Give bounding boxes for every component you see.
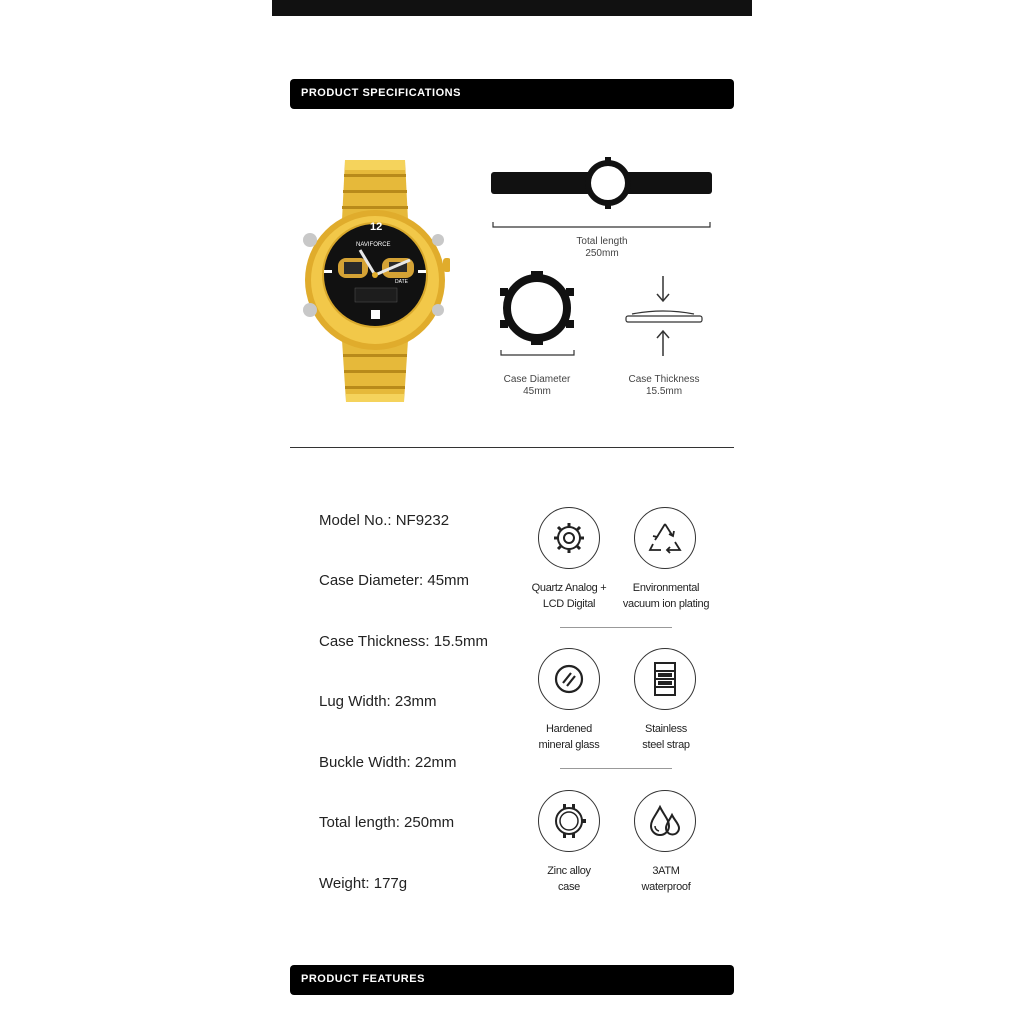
strap-length-diagram bbox=[490, 155, 715, 235]
case-diameter-label: Case Diameter 45mm bbox=[503, 374, 571, 397]
feature-label-case: Zinc alloy case bbox=[547, 865, 591, 893]
feature-label-quartz: Quartz Analog + LCD Digital bbox=[531, 582, 607, 610]
watch-image bbox=[300, 150, 450, 410]
spec-total-length: Total length: 250mm bbox=[319, 814, 455, 831]
watch-date-label: DATE bbox=[395, 279, 408, 285]
feature-label-plating: Environmental vacuum ion plating bbox=[622, 582, 710, 610]
spec-case-thickness: Case Thickness: 15.5mm bbox=[319, 633, 488, 650]
top-banner-strip bbox=[272, 0, 752, 16]
specifications-title: PRODUCT SPECIFICATIONS bbox=[301, 87, 461, 99]
feature-label-glass: Hardened mineral glass bbox=[538, 723, 600, 751]
spec-case-diameter: Case Diameter: 45mm bbox=[319, 572, 470, 589]
feature-separator bbox=[560, 768, 672, 769]
features-header bbox=[290, 965, 734, 995]
strap-icon bbox=[634, 648, 696, 710]
glass-icon bbox=[538, 648, 600, 710]
features-title: PRODUCT FEATURES bbox=[301, 973, 425, 985]
case-diameter-diagram bbox=[497, 270, 579, 360]
feature-label-strap: Stainless steel strap bbox=[642, 723, 690, 751]
spec-buckle-width: Buckle Width: 22mm bbox=[319, 754, 457, 771]
case-thickness-label: Case Thickness 15.5mm bbox=[628, 374, 700, 397]
water-drop-icon bbox=[634, 790, 696, 852]
feature-label-waterproof: 3ATM waterproof bbox=[641, 865, 691, 893]
watch-case-icon bbox=[538, 790, 600, 852]
spec-lug-width: Lug Width: 23mm bbox=[319, 693, 437, 710]
gear-icon bbox=[538, 507, 600, 569]
spec-weight: Weight: 177g bbox=[319, 875, 408, 892]
recycle-icon bbox=[634, 507, 696, 569]
section-divider bbox=[290, 447, 734, 448]
total-length-label: Total length 250mm bbox=[576, 236, 628, 259]
svg-text:12: 12 bbox=[370, 221, 383, 233]
spec-model-no: Model No.: NF9232 bbox=[319, 512, 450, 529]
case-thickness-diagram bbox=[622, 274, 706, 360]
watch-brand: NAVIFORCE bbox=[356, 242, 391, 248]
feature-separator bbox=[560, 627, 672, 628]
specifications-header bbox=[290, 79, 734, 109]
